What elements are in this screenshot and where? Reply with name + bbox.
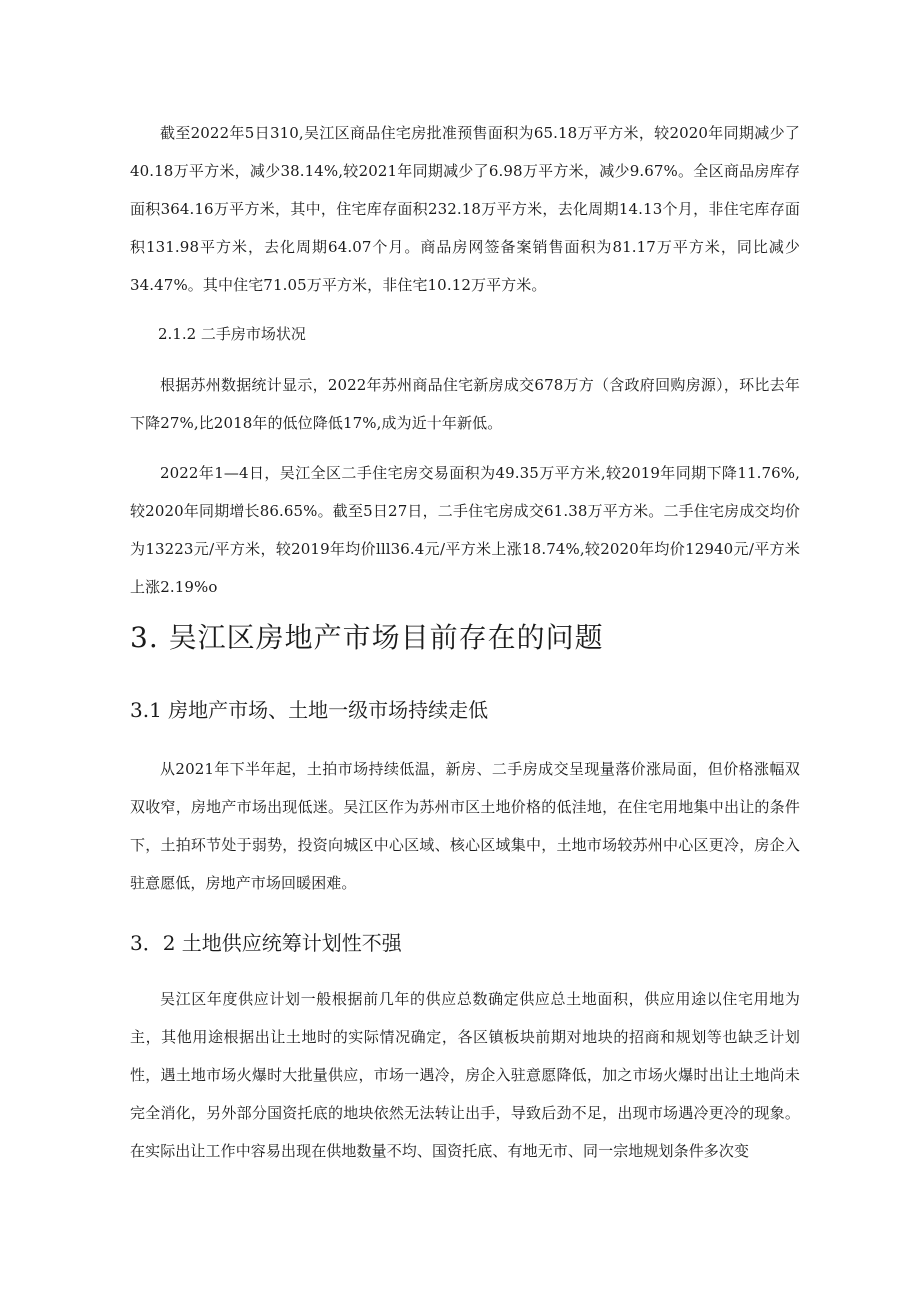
paragraph-market-decline: 从2021年下半年起，土拍市场持续低温，新房、二手房成交呈现量落价涨局面，但价格涨幅双双收窄，房地产市场出现低迷。吴江区作为苏州市区土地价格的低洼地，在住宅用地集中出让的条件下，土拍环节处于弱势，投资向城区中心区域、核心区域集中，土地市场较苏州中心区更冷，房企入驻意愿低，房地产市场回暖困难。 [130, 760, 800, 892]
paragraph-second-hand-stats: 2022年1—4日，吴江全区二手住宅房交易面积为49.35万平方米,较2019年同期下降11.76%,较2020年同期增长86.65%。截至5日27日，二手住宅房成交61.38万平方米。二手住宅房成交均价为13223元/平方米，较2019年均价lll36.4元/平方米上涨18.74%,较2020年均价12940元/平方米上涨2.19%o [130, 464, 800, 596]
paragraph-presale-stats: 截至2022年5日310,吴江区商品住宅房批准预售面积为65.18万平方米，较2020年同期减少了40.18万平方米，减少38.14%,较2021年同期减少了6.98万平方米，减少9.67%。全区商品房库存面积364.16万平方米，其中，住宅库存面积232.18万平方米，去化周期14.13个月，非住宅库存面积131.98平方米，去化周期64.07个月。商品房网签备案销售面积为81.17万平方米，同比减少34.47%。其中住宅71.05万平方米，非住宅10.12万平方米。 [130, 124, 800, 294]
paragraph-suzhou-stats: 根据苏州数据统计显示，2022年苏州商品住宅新房成交678万方（含政府回购房源），环比去年下降27%,比2018年的低位降低17%,成为近十年新低。 [130, 376, 800, 432]
paragraph-land-supply: 吴江区年度供应计划一般根据前几年的供应总数确定供应总土地面积，供应用途以住宅用地为主，其他用途根据出让土地时的实际情况确定，各区镇板块前期对地块的招商和规划等也缺乏计划性，遇土地市场火爆时大批量供应，市场一遇冷，房企入驻意愿降低，加之市场火爆时出让土地尚未完全消化，另外部分国资托底的地块依然无法转让出手，导致后劲不足，出现市场遇冷更冷的现象。在实际出让工作中容易出现在供地数量不均、国资托底、有地无市、同一宗地规划条件多次变 [130, 990, 800, 1160]
heading-section-3-2: 3．2 土地供应统筹计划性不强 [130, 931, 402, 955]
subheading-2-1-2: 2.1.2 二手房市场状况 [158, 325, 306, 343]
heading-section-3: 3. 吴江区房地产市场目前存在的问题 [130, 621, 604, 654]
heading-section-3-1: 3.1 房地产市场、土地一级市场持续走低 [130, 698, 489, 722]
